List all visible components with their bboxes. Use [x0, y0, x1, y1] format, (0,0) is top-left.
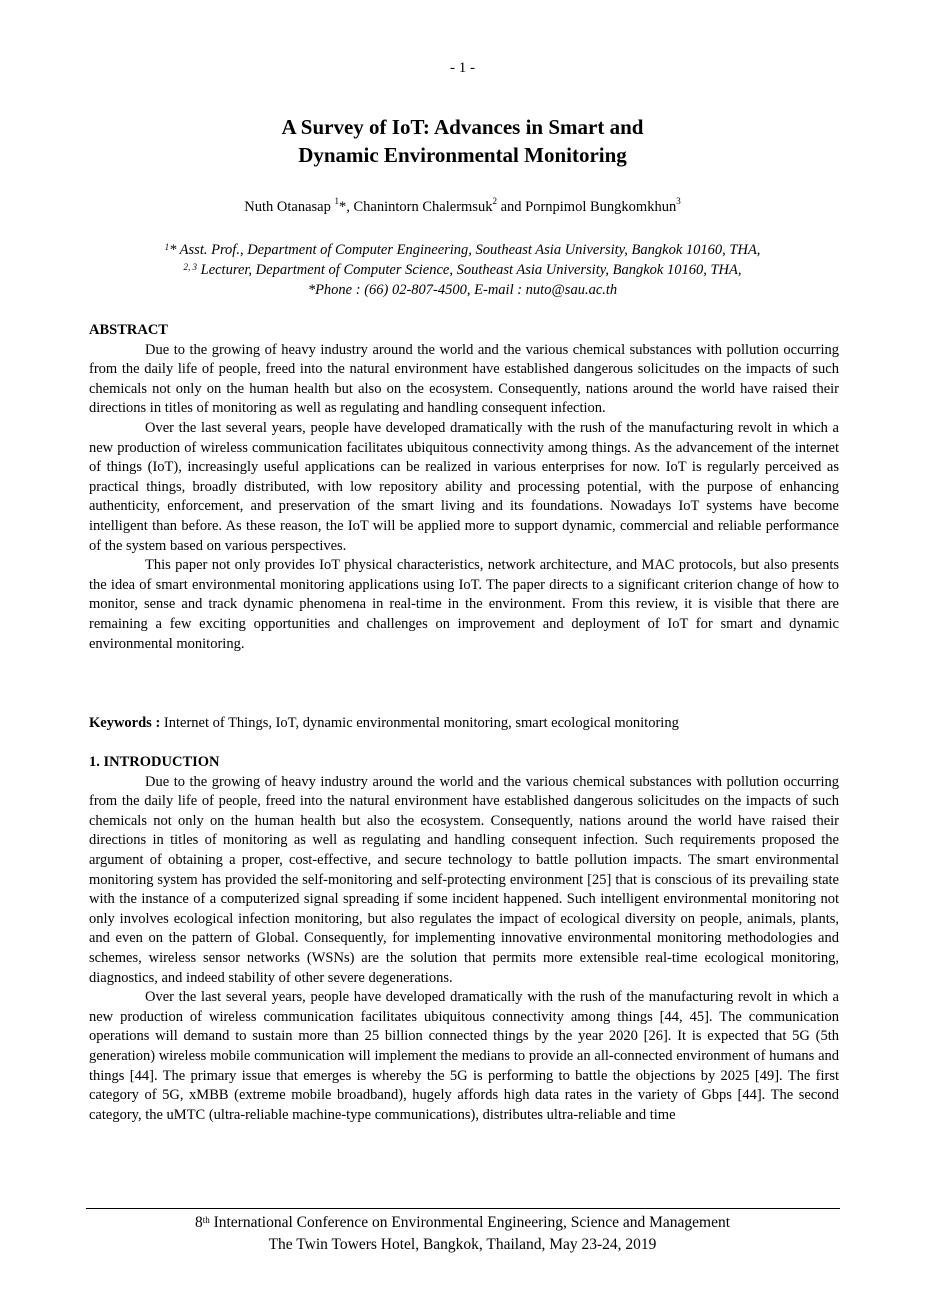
author-1: Nuth Otanasap [244, 199, 335, 215]
title-line-2: Dynamic Environmental Monitoring [298, 143, 627, 167]
author-3-affil-mark: 3 [676, 196, 681, 206]
introduction-paragraph: Due to the growing of heavy industry around the world and the various chemical substances with pollution occurring from the daily life of people, freed into the natural environment have established dangerous solicitudes on the impacts of such chemicals not only on the human health but also the ecosystem. Consequently, nations around the world have raised their directions in titles of monitoring as well as regulating and handling consequent infection. Such requirements proposed the argument of obtaining a proper, cost-effective, and secure technology to battle pollution impacts. The smart environmental monitoring system has provided the self-monitoring and self-protecting environment [25] that is conscious of its prevailing state with the instance of a computerized signal spreading if some incident happened. Such intelligent environmental monitoring not only involves ecological infection monitoring, but also regulates the impact of ecological diversity on people, animals, plants, and even on the pattern of Global. Consequently, for implementing innovative environmental monitoring methodologies and schemes, wireless sensor networks (WSNs) are the solution that permits more extensible real-time ecological monitoring, diagnostics, and indeed stability of other severe degenerations. [89, 773, 839, 986]
footer-divider [86, 1208, 840, 1209]
abstract-paragraph: Over the last several years, people have developed dramatically with the rush of the manufacturing revolt in which a new production of wireless communication facilitates ubiquitous connectivity among things. As the advancement of the internet of things (IoT), increasingly useful applications can be realized in various enterprises for now. IoT is regularly perceived as practical things, broadly distributed, with low repository ability and processing potential, with the purpose of enhancing authenticity, enforcement, and preservation of the smart living and its foundations. Nowadays IoT systems have become intelligent than before. As these reason, the IoT will be applied more to support dynamic, commercial and reliable performance of the system based on various perspectives. [89, 419, 839, 554]
author-1-affil-mark: 1 [334, 196, 339, 206]
author-list [0, 196, 925, 216]
author-3: and Pornpimol Bungkomkhun [496, 199, 677, 215]
abstract-heading: ABSTRACT [89, 322, 168, 338]
title-line-1: A Survey of IoT: Advances in Smart and [281, 115, 644, 139]
page-number: - 1 - [450, 60, 475, 76]
introduction-paragraph: Over the last several years, people have developed dramatically with the rush of the manufacturing revolt in which a new production of wireless communication facilitates ubiquitous connectivity among things [44, 45]. The communication operations will demand to sustain more than 25 billion connected things by the year 2020 [26]. It is expected that 5G (5th generation) wireless mobile communication will implement the medians to provide an all-connected environment of humans and things [44]. The primary issue that emerges is whereby the 5G is performing to battle the objections by 2025 [49]. The first category of 5G, xMBB (extreme mobile broadband), hugely affords high data rates in the variety of Gbps [44]. The second category, the uMTC (ultra-reliable machine-type communications), distributes ultra-reliable and time [89, 989, 839, 1123]
affiliations [0, 240, 925, 300]
author-2: *, Chanintorn Chalermsuk [339, 199, 493, 215]
footer-venue: The Twin Towers Hotel, Bangkok, Thailand, May 23-24, 2019 [268, 1236, 657, 1253]
abstract-paragraph: This paper not only provides IoT physical characteristics, network architecture, and MAC protocols, but also presents the idea of smart environmental monitoring applications using IoT. The paper directs to a significant criterion change of how to monitor, sense and track dynamic phenomena in real-time in the environment. From this review, it is visible that there are remaining a few exciting opportunities and challenges on improvement and deployment of IoT for smart and dynamic environmental monitoring. [89, 557, 839, 652]
keywords-text: Internet of Things, IoT, dynamic environmental monitoring, smart ecological monitoring [160, 715, 679, 731]
abstract-section [89, 321, 839, 654]
affiliation-2: $^{2, 3}$ Lecturer, Department of Computer Science, Southeast Asia University, Bangkok 10160, THA, [183, 262, 742, 278]
paper-title [0, 113, 925, 169]
footer-conference: 8th International Conference on Environmental Engineering, Science and Management [194, 1214, 731, 1231]
introduction-section [89, 753, 839, 1125]
keywords-label: Keywords : [89, 715, 161, 731]
affiliation-1: $^1$* Asst. Prof., Department of Computer Engineering, Southeast Asia University, Bangkok 10160, THA, [164, 242, 761, 258]
author-2-affil-mark: 2 [492, 196, 497, 206]
contact-line: *Phone : (66) 02-807-4500, E-mail : nuto@sau.ac.th [307, 282, 618, 298]
abstract-paragraph: Due to the growing of heavy industry around the world and the various chemical substances with pollution occurring from the daily life of people, freed into the natural environment have established dangerous solicitudes on the impacts of such chemicals not only on the human health but also on the ecosystem. Consequently, nations around the world have raised their directions in titles of monitoring as well as regulating and handling consequent infection. [89, 341, 839, 417]
footer [0, 1212, 925, 1256]
introduction-heading: 1. INTRODUCTION [89, 754, 220, 770]
keywords [89, 714, 839, 734]
